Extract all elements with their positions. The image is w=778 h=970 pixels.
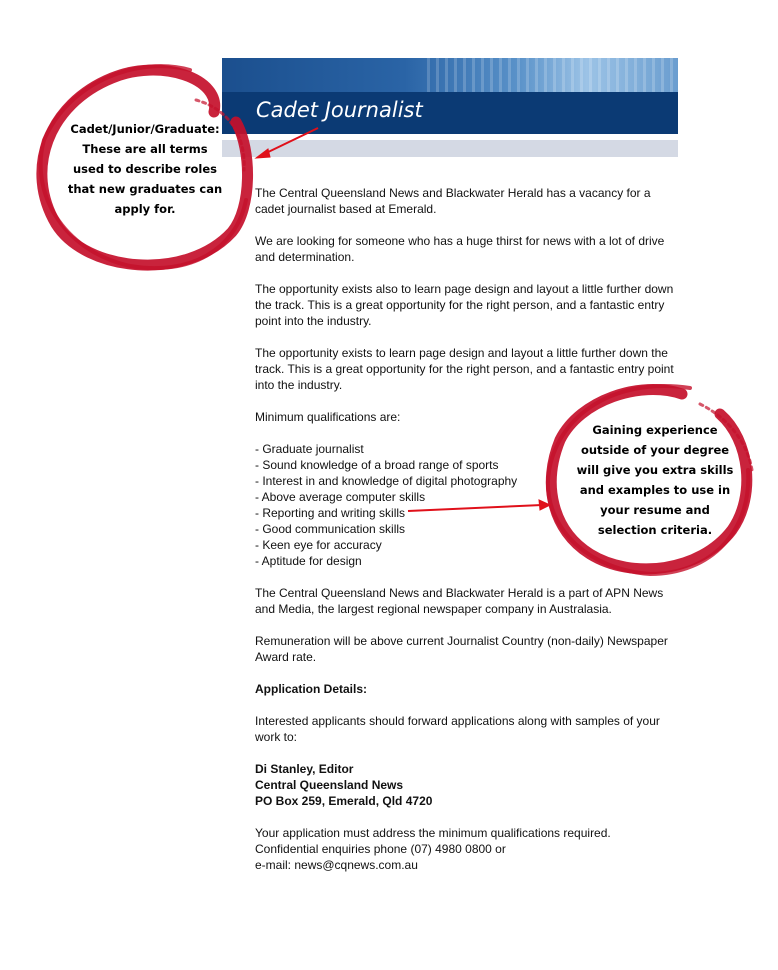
qualifications-heading: Minimum qualifications are: bbox=[255, 410, 401, 424]
header-banner bbox=[222, 58, 678, 134]
list-item: - Aptitude for design bbox=[255, 554, 362, 568]
company-paragraph: The Central Queensland News and Blackwater Herald is a part of APN News and Media, the largest regional newspaper company in Australasia. bbox=[255, 586, 664, 616]
note-line: These are all terms bbox=[82, 142, 208, 156]
closing-line: Your application must address the minimum qualifications required. bbox=[255, 826, 611, 840]
contact-address: PO Box 259, Emerald, Qld 4720 bbox=[255, 794, 433, 808]
list-item: - Good communication skills bbox=[255, 522, 406, 536]
list-item: - Interest in and knowledge of digital photography bbox=[255, 474, 518, 488]
contact-organisation: Central Queensland News bbox=[255, 778, 404, 792]
contact-name: Di Stanley, Editor bbox=[255, 762, 354, 776]
contact-block bbox=[255, 761, 675, 809]
header-pattern bbox=[427, 58, 678, 92]
opportunity-paragraph-2: The opportunity exists to learn page design and layout a little further down the track. This is a great opportunity for the right person, and a fantastic entry point into the industry. bbox=[255, 346, 674, 392]
note-line: will give you extra skills bbox=[576, 463, 734, 477]
list-item: - Reporting and writing skills bbox=[255, 506, 406, 520]
closing-block bbox=[255, 825, 675, 873]
opportunity-paragraph-1: The opportunity exists also to learn page design and layout a little further down the track. This is a great opportunity for the right person, and a fantastic entry point into the industry. bbox=[255, 282, 674, 328]
note-line: apply for. bbox=[114, 202, 176, 216]
note-line: Cadet/Junior/Graduate: bbox=[70, 122, 220, 136]
intro-paragraph: The Central Queensland News and Blackwater Herald has a vacancy for a cadet journalist based at Emerald. bbox=[255, 186, 651, 216]
list-item: - Graduate journalist bbox=[255, 442, 364, 456]
application-paragraph: Interested applicants should forward applications along with samples of your work to: bbox=[255, 714, 660, 744]
note-line: that new graduates can bbox=[67, 182, 223, 196]
header-subbar bbox=[222, 140, 678, 157]
remuneration-paragraph: Remuneration will be above current Journalist Country (non-daily) Newspaper Award rate. bbox=[255, 634, 668, 664]
note-line: selection criteria. bbox=[597, 523, 713, 537]
closing-email: e-mail: news@cqnews.com.au bbox=[255, 858, 418, 872]
candidate-paragraph: We are looking for someone who has a huge thirst for news with a lot of drive and determination. bbox=[255, 234, 665, 264]
right-annotation-note bbox=[574, 420, 736, 540]
application-heading: Application Details: bbox=[255, 682, 368, 696]
left-annotation-note bbox=[66, 119, 224, 219]
note-line: your resume and bbox=[600, 503, 710, 517]
note-line: outside of your degree bbox=[580, 443, 730, 457]
list-item: - Sound knowledge of a broad range of sports bbox=[255, 458, 499, 472]
page-title: Cadet Journalist bbox=[256, 98, 423, 122]
note-line: Gaining experience bbox=[592, 423, 718, 437]
note-line: used to describe roles bbox=[73, 162, 217, 176]
list-item: - Keen eye for accuracy bbox=[255, 538, 382, 552]
list-item: - Above average computer skills bbox=[255, 490, 426, 504]
note-line: and examples to use in bbox=[579, 483, 731, 497]
closing-phone: Confidential enquiries phone (07) 4980 0800 or bbox=[255, 842, 506, 856]
